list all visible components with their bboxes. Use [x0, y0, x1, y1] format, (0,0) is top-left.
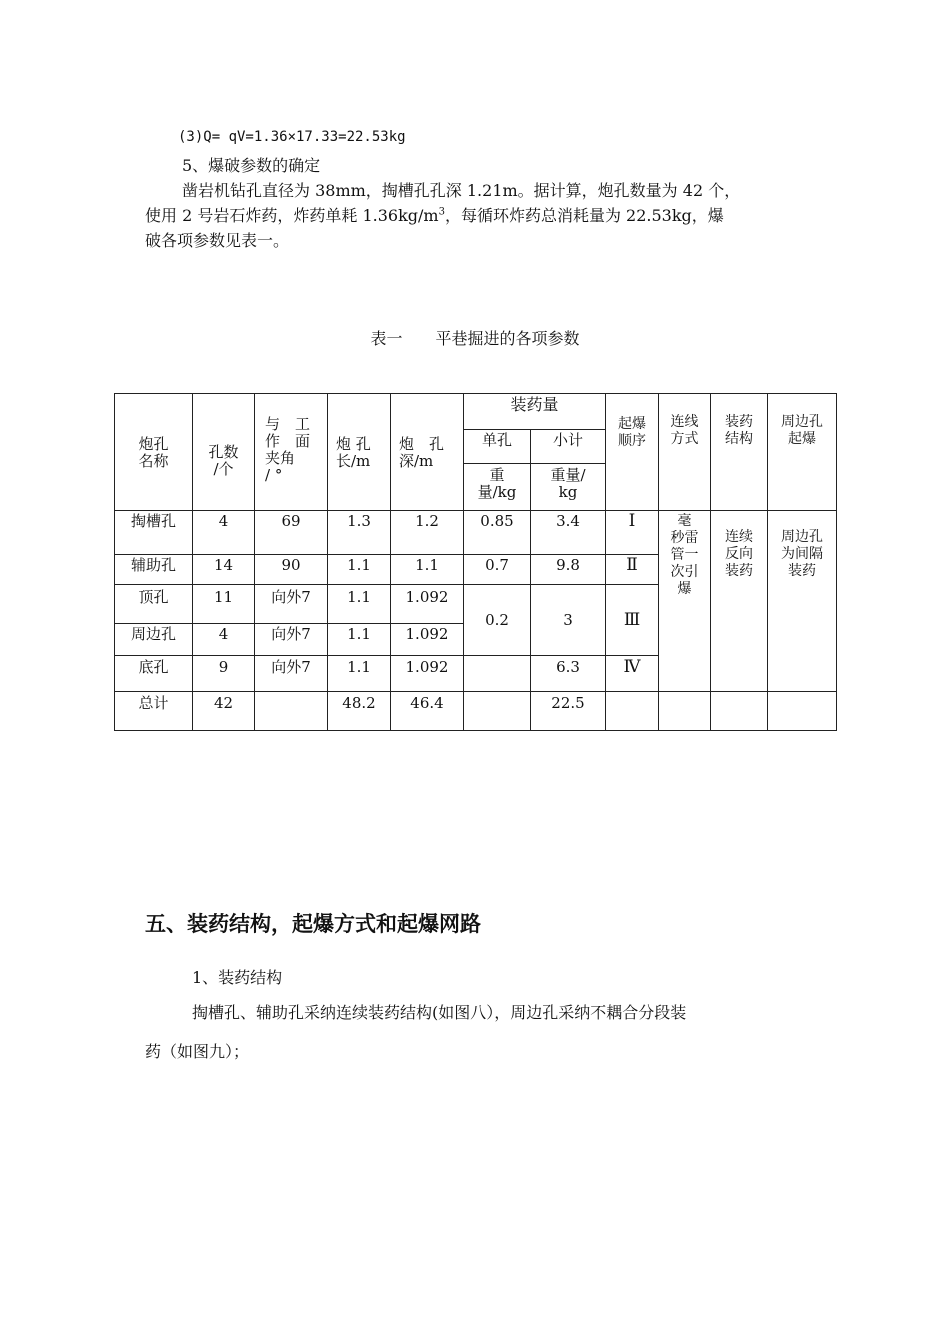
total-label: 总计 [115, 692, 193, 731]
subsection-heading: 1、装药结构 [192, 968, 283, 987]
perimeter-detonation-value: 周边孔 为间隔 装药 [768, 511, 837, 692]
row-count: 4 [193, 624, 255, 656]
row-order: Ⅰ [606, 511, 659, 555]
row-length: 1.1 [328, 555, 391, 585]
row-subtotal-weight: 9.8 [531, 555, 606, 585]
row-count: 9 [193, 656, 255, 692]
paragraph-line-2-part-a: 使用 2 号岩石炸药，炸药单耗 1.36kg/m [145, 206, 439, 225]
row-count: 4 [193, 511, 255, 555]
total-perimeter-empty [768, 692, 837, 731]
row-order: Ⅱ [606, 555, 659, 585]
header-subtotal-weight: 重量/ kg [531, 464, 606, 511]
merged-single-weight: 0.2 [464, 585, 531, 656]
section-5-heading: 5、爆破参数的确定 [182, 156, 321, 175]
row-angle: 90 [255, 555, 328, 585]
header-perimeter-detonation: 周边孔 起爆 [768, 394, 837, 511]
row-name: 顶孔 [115, 585, 193, 624]
row-single-weight: 0.7 [464, 555, 531, 585]
row-subtotal-weight: 6.3 [531, 656, 606, 692]
row-name: 掏槽孔 [115, 511, 193, 555]
row-length: 1.1 [328, 585, 391, 624]
charge-formula: (3)Q= qV=1.36×17.33=22.53kg [178, 129, 406, 145]
row-count: 14 [193, 555, 255, 585]
superscript-3: 3 [438, 206, 445, 218]
total-order-empty [606, 692, 659, 731]
row-depth: 1.092 [391, 585, 464, 624]
table-caption [0, 326, 950, 349]
row-angle: 向外7 [255, 656, 328, 692]
header-detonation-order: 起爆 顺序 [606, 394, 659, 511]
header-charge-structure: 装药 结构 [711, 394, 768, 511]
row-angle: 69 [255, 511, 328, 555]
row-depth: 1.092 [391, 624, 464, 656]
header-single-hole: 单孔 [464, 430, 531, 464]
row-depth: 1.2 [391, 511, 464, 555]
row-length: 1.1 [328, 624, 391, 656]
table-row [115, 511, 837, 555]
header-face-angle: 与 工 作 面 夹角 / ° [255, 394, 328, 511]
header-charge-amount: 装药量 [464, 394, 606, 430]
parameter-table [114, 393, 837, 731]
section-paragraph-line-2: 药（如图九）； [145, 1042, 250, 1061]
merged-subtotal-weight: 3 [531, 585, 606, 656]
total-angle [255, 692, 328, 731]
paragraph-line-3: 破各项参数见表一。 [145, 231, 290, 250]
row-name: 底孔 [115, 656, 193, 692]
total-structure-empty [711, 692, 768, 731]
paragraph-line-2 [145, 203, 724, 226]
row-name: 辅助孔 [115, 555, 193, 585]
header-subtotal: 小计 [531, 430, 606, 464]
header-connection-method: 连线 方式 [659, 394, 711, 511]
section-heading: 五、装药结构，起爆方式和起爆网路 [145, 912, 481, 936]
header-single-weight: 重 量/kg [464, 464, 531, 511]
connection-method-value: 毫 秒雷 管一 次引 爆 [659, 511, 711, 692]
total-connection-empty [659, 692, 711, 731]
row-depth: 1.1 [391, 555, 464, 585]
total-row [115, 692, 837, 731]
total-count: 42 [193, 692, 255, 731]
paragraph-line-2-part-b: ，每循环炸药总消耗量为 22.53kg，爆 [444, 206, 724, 225]
header-hole-count: 孔数 /个 [193, 394, 255, 511]
charge-structure-value: 连续 反向 装药 [711, 511, 768, 692]
row-depth: 1.092 [391, 656, 464, 692]
row-length: 1.1 [328, 656, 391, 692]
total-single-weight [464, 692, 531, 731]
row-angle: 向外7 [255, 624, 328, 656]
row-angle: 向外7 [255, 585, 328, 624]
table-caption-number: 表一 [370, 329, 403, 348]
row-length: 1.3 [328, 511, 391, 555]
row-count: 11 [193, 585, 255, 624]
header-hole-name: 炮孔 名称 [115, 394, 193, 511]
table-caption-title: 平巷掘进的各项参数 [435, 329, 580, 348]
section-paragraph-line-1: 掏槽孔、辅助孔采纳连续装药结构(如图八），周边孔采纳不耦合分段装 [192, 1003, 687, 1022]
row-subtotal-weight: 3.4 [531, 511, 606, 555]
total-subtotal-weight: 22.5 [531, 692, 606, 731]
paragraph-line-1: 凿岩机钻孔直径为 38mm，掏槽孔孔深 1.21m。据计算，炮孔数量为 42 个， [182, 181, 741, 200]
row-order: Ⅳ [606, 656, 659, 692]
row-single-weight [464, 656, 531, 692]
row-name: 周边孔 [115, 624, 193, 656]
header-hole-depth: 炮 孔 深/m [391, 394, 464, 511]
total-length: 48.2 [328, 692, 391, 731]
row-single-weight: 0.85 [464, 511, 531, 555]
total-depth: 46.4 [391, 692, 464, 731]
merged-order: Ⅲ [606, 585, 659, 656]
header-hole-length: 炮 孔 长/m [328, 394, 391, 511]
